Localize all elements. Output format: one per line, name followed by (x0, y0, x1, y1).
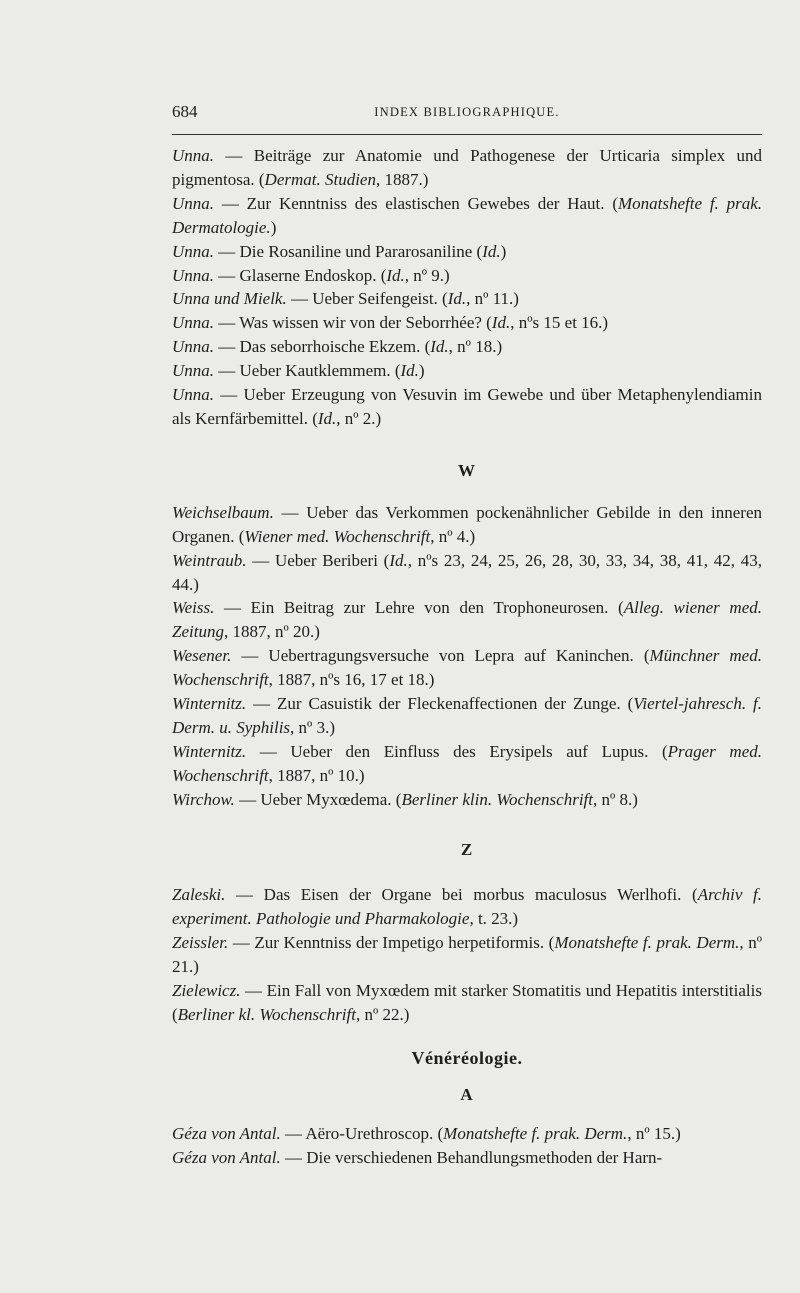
bibliography-entry (172, 883, 762, 931)
entry-source: Alleg. wiener med. Zeitung (172, 598, 762, 642)
entry-source: Id. (389, 550, 408, 570)
entry-reference: , nº 8.) (593, 789, 638, 809)
page-number: 684 (172, 102, 198, 121)
entry-title: — Ueber das Verkommen pockenähnlicher Gebilde in den inneren Organen. ( (172, 502, 762, 546)
entry-author: Géza von Antal. (172, 1123, 281, 1143)
entry-reference: , nº 15.) (627, 1123, 681, 1143)
entry-source: Id. (430, 337, 449, 357)
entry-title: — Ueber Myxœdema. ( (234, 789, 402, 809)
entry-author: Winternitz. (172, 741, 247, 761)
bibliography-entry (172, 311, 762, 335)
entry-title: — Das seborrhoische Ekzem. ( (214, 337, 431, 357)
entry-source: Münchner med. Wochenschrift (172, 646, 762, 690)
bibliography-entry (172, 144, 762, 192)
bibliography-entry (172, 1122, 762, 1146)
entry-author: Zeissler. (172, 933, 229, 953)
entry-reference: , nº 9.) (404, 265, 450, 285)
bibliography-entry (172, 692, 762, 740)
section-letter-w: W (458, 460, 476, 480)
entry-reference: , 1887, nº 20.) (223, 622, 320, 642)
entry-author: Unna. (172, 361, 215, 381)
bibliography-entry (172, 979, 762, 1027)
bibliography-entry (172, 644, 762, 692)
entry-reference: , nº 4.) (430, 526, 476, 546)
entry-title: — Die verschiedenen Behandlungsmethoden der Harn- (280, 1147, 663, 1167)
page-header (172, 102, 762, 124)
unna-section (172, 144, 762, 431)
entry-reference: , nº 18.) (448, 337, 503, 357)
entry-source: Monatshefte f. prak. Dermatologie. (172, 193, 763, 237)
bibliography-entry (172, 264, 762, 288)
entry-reference: , t. 23.) (469, 909, 519, 929)
entry-author: Géza von Antal. (172, 1147, 281, 1167)
bibliography-entry (172, 287, 762, 311)
entry-source: Wiener med. Wochenschrift (244, 526, 431, 546)
entry-author: Unna. (172, 241, 215, 261)
section-letter-a: A (460, 1084, 474, 1104)
entry-source: Prager med. Wochenschrift (172, 741, 762, 785)
entry-title: — Ueber Beriberi ( (246, 550, 390, 570)
entry-title: — Ein Fall von Myxœdem mit starker Stomatitis und Hepatitis interstitialis ( (172, 981, 762, 1024)
bibliography-entry (172, 335, 762, 359)
entry-reference: , nº 11.) (466, 289, 519, 309)
entry-reference: , nº 2.) (336, 408, 382, 428)
entry-title: — Ueber Kautklemmem. ( (214, 361, 401, 381)
entry-source: Id. (447, 289, 467, 309)
entry-source: Id. (400, 361, 419, 381)
entry-author: Unna. (172, 193, 215, 213)
header-rule (172, 134, 762, 135)
bibliography-entry (172, 788, 762, 812)
section-letter-z: Z (460, 839, 474, 859)
entry-source: Id. (317, 408, 337, 428)
entry-reference: , nº 3.) (290, 717, 335, 737)
entry-author: Weichselbaum. (172, 502, 274, 522)
bibliography-entry (172, 359, 762, 383)
entry-title: — Zur Kenntniss der Impetigo herpetiformis. ( (228, 933, 555, 953)
running-title: INDEX BIBLIOGRAPHIQUE. (374, 105, 560, 119)
entry-title: — Was wissen wir von der Seborrhée? ( (214, 313, 492, 333)
bibliography-entry (172, 549, 762, 597)
discipline-heading: Vénéréologie. (411, 1047, 523, 1068)
entry-reference: , 1887, nºs 16, 17 et 18.) (268, 670, 435, 690)
z-section (172, 883, 762, 1026)
entry-title: — Zur Kenntniss des elastischen Gewebes der Haut. ( (214, 193, 618, 213)
entry-source: Id. (491, 313, 511, 333)
entry-author: Wesener. (172, 646, 232, 666)
bibliography-entry (172, 596, 762, 644)
entry-title: — Zur Casuistik der Fleckenaffectionen der Zunge. ( (246, 694, 634, 714)
bibliography-entry (172, 240, 762, 264)
entry-source: Id. (386, 265, 405, 285)
entry-author: Unna. (172, 313, 215, 333)
entry-title: — Uebertragungsversuche von Lepra auf Kaninchen. ( (231, 646, 650, 666)
entry-source: Monatshefte f. prak. Derm. (443, 1123, 628, 1143)
entry-author: Unna. (172, 337, 215, 357)
bibliography-entry (172, 931, 762, 979)
entry-title: — Das Eisen der Organe bei morbus maculosus Werlhofi. ( (225, 885, 698, 905)
w-section (172, 501, 762, 812)
entry-reference: , nº 21.) (172, 933, 762, 977)
entry-reference: , nºs 23, 24, 25, 26, 28, 30, 33, 34, 38, 41, 42, 43, 44.) (172, 550, 763, 594)
entry-reference: ) (270, 217, 277, 237)
entry-title: — Ein Beitrag zur Lehre von den Trophoneurosen. ( (214, 598, 624, 618)
entry-source: Archiv f. experiment. Pathologie und Pharmakologie (172, 885, 762, 929)
entry-title: — Beiträge zur Anatomie und Pathogenese der Urticaria simplex und pigmentosa. ( (172, 146, 762, 189)
entry-title: — Aëro-Urethroscop. ( (280, 1123, 444, 1143)
bibliography-entry (172, 383, 762, 431)
entry-source: Berliner klin. Wochenschrift (401, 789, 594, 809)
entry-reference: , 1887.) (375, 169, 429, 189)
entry-author: Wirchow. (172, 789, 235, 809)
entry-source: Id. (482, 241, 501, 261)
entry-source: Dermat. Studien (264, 169, 376, 189)
entry-author: Unna. (172, 265, 215, 285)
entry-source: Berliner kl. Wochenschrift (177, 1005, 356, 1024)
entry-reference: ) (418, 361, 425, 381)
entry-author: Weintraub. (172, 550, 247, 570)
entry-author: Unna. (172, 146, 215, 165)
entry-title: — Ueber Seifengeist. ( (286, 289, 448, 309)
entry-author: Winternitz. (172, 694, 247, 714)
entry-author: Unna und Mielk. (172, 289, 287, 309)
entry-title: — Die Rosaniline und Pararosaniline ( (214, 241, 483, 261)
entry-reference: , nº 22.) (355, 1005, 410, 1024)
entry-source: Viertel-jahresch. f. Derm. u. Syphilis (172, 694, 762, 737)
bibliography-entry (172, 501, 762, 549)
entry-reference: ) (500, 241, 507, 261)
entry-author: Zaleski. (172, 885, 226, 905)
entry-source: Monatshefte f. prak. Derm. (554, 933, 740, 953)
a-section (172, 1122, 762, 1170)
entry-reference: , 1887, nº 10.) (268, 765, 365, 785)
bibliography-entry (172, 192, 762, 240)
bibliography-entry (172, 1146, 762, 1170)
entry-title: — Ueber den Einfluss des Erysipels auf Lupus. ( (246, 741, 668, 761)
entry-title: — Ueber Erzeugung von Vesuvin im Gewebe und über Metaphenylendiamin als Kernfärbemittel. ( (172, 385, 762, 428)
entry-author: Weiss. (172, 598, 215, 618)
entry-author: Unna. (172, 385, 215, 405)
entry-title: — Glaserne Endoskop. ( (214, 265, 387, 285)
bibliography-content (172, 144, 762, 1170)
entry-reference: , nºs 15 et 16.) (510, 313, 609, 333)
entry-author: Zielewicz. (172, 981, 241, 1001)
bibliography-entry (172, 740, 762, 788)
